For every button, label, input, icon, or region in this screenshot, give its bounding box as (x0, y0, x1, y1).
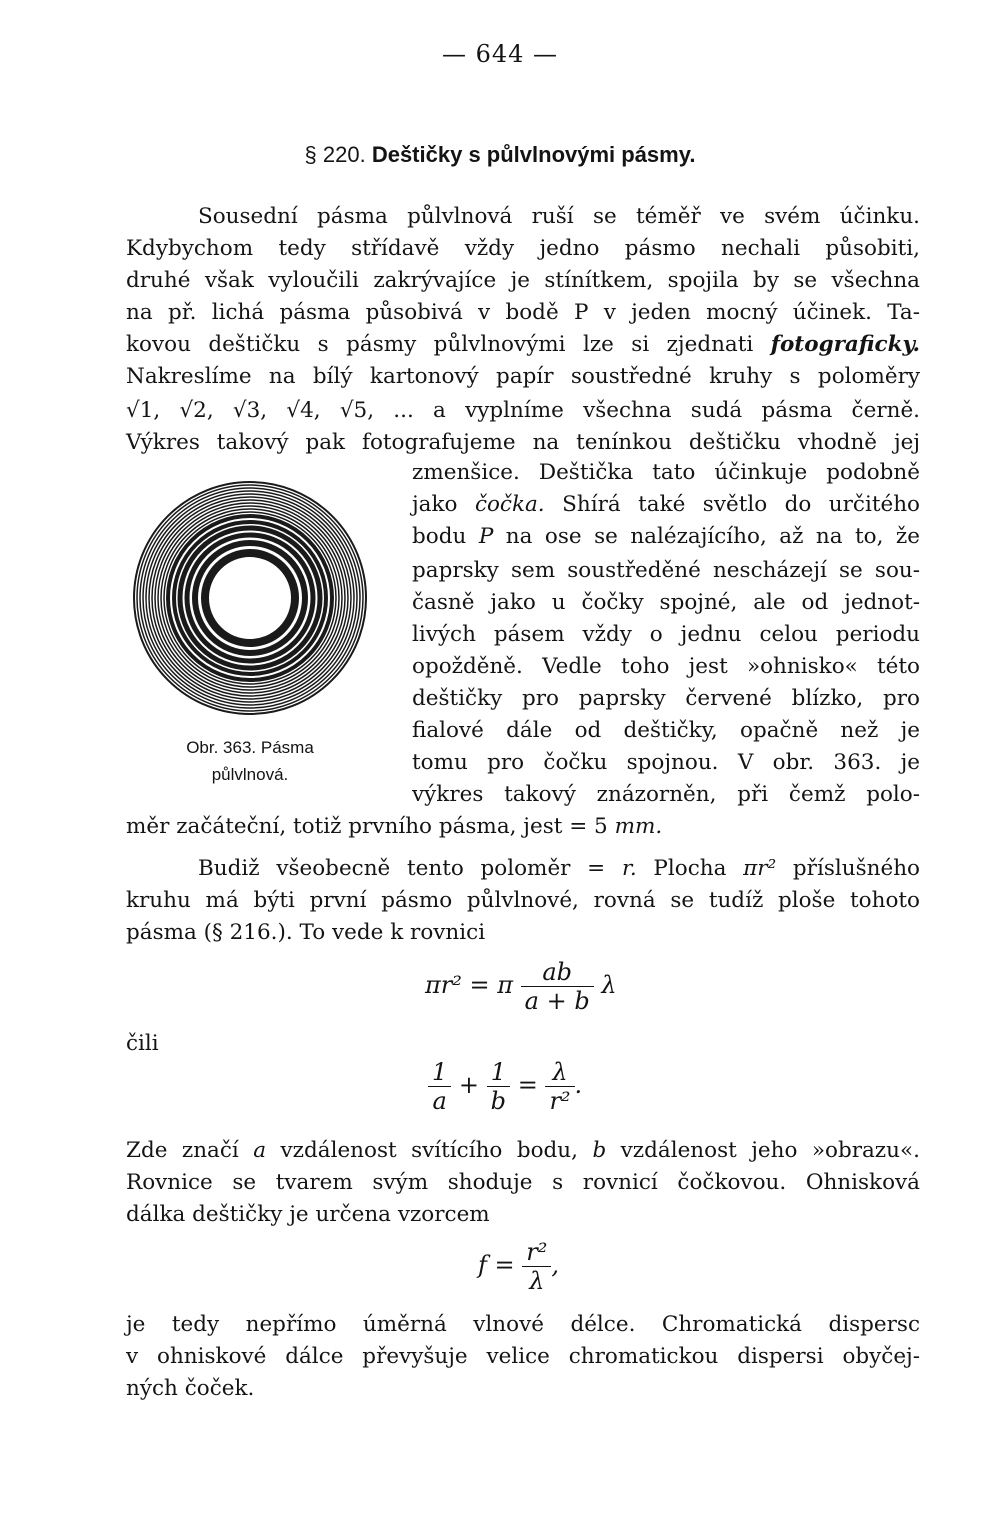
fraction-numerator: λ (545, 1058, 574, 1087)
text-line: Kdybychom tedy střídavě vždy jedno pásmo nechali působiti, (126, 236, 920, 261)
text-line: √1, √2, √3, √4, √5, ... a vyplníme všechna sudá pásma černě. (126, 398, 920, 423)
text-span: Zde značí (126, 1138, 239, 1163)
equation-3 (478, 1238, 559, 1295)
text-span: příslušného (792, 856, 920, 881)
text-line: dálka deštičky je určena vzorcem (126, 1202, 490, 1227)
fraction-numerator: 1 (428, 1058, 451, 1087)
fraction-denominator: a + b (524, 987, 590, 1015)
text-span: bodu (412, 524, 467, 549)
emphasis-span: P (478, 524, 494, 549)
equation-fraction (428, 1058, 451, 1115)
text-span: jako (412, 492, 458, 517)
text-span: vzdálenost jeho »obrazu«. (620, 1138, 920, 1163)
text-line: opožděně. Vedle toho jest »ohnisko« této (412, 654, 920, 679)
section-heading (0, 142, 1000, 168)
fraction-numerator: r² (522, 1238, 551, 1267)
text-line (126, 812, 920, 842)
text-line: Výkres takový pak fotografujeme na tenínkou deštičku vhodně jej (126, 430, 920, 455)
text-line: druhé však vyloučili zakrývajíce je stínítkem, spojila by se všechna (126, 268, 920, 293)
section-title: Deštičky s půlvlnovými pásmy. (371, 142, 696, 167)
figure-caption: Obr. 363. Pásma (186, 738, 314, 757)
text-line: Nakreslíme na bílý kartonový papír soustředné kruhy s poloměry (126, 364, 920, 389)
text-line (412, 490, 920, 520)
equation-fraction (521, 958, 594, 1015)
fraction-numerator: 1 (487, 1058, 510, 1087)
equation-term: . (574, 1071, 583, 1099)
emphasis-span: čočka. (474, 492, 545, 517)
equation-term: + (458, 1071, 480, 1099)
text-line: Rovnice se tvarem svým shoduje s rovnicí čočkovou. Ohnisková (126, 1170, 920, 1195)
fraction-denominator: r² (549, 1087, 571, 1115)
text-line: paprsky sem soustředěné nescházejí se sou- (412, 558, 920, 583)
text-span: na ose se nalézajícího, až na to, že (505, 524, 920, 549)
text-line: tomu pro čočku spojnou. V obr. 363. je (412, 750, 920, 775)
fraction-denominator: b (490, 1087, 507, 1115)
text-line: fialové dále od deštičky, opačně než je (412, 718, 920, 743)
equation-fraction (487, 1058, 510, 1115)
figure-caption: půlvlnová. (211, 765, 289, 784)
text-line: livých pásem vždy o jednu celou periodu (412, 622, 920, 647)
text-line (126, 854, 920, 884)
text-line: pásma (§ 216.). To vede k rovnici (126, 920, 486, 945)
equation-term: λ (601, 971, 617, 999)
fraction-denominator: a (432, 1087, 447, 1115)
concentric-rings-icon (130, 478, 370, 718)
text-line: výkres takový znázorněn, při čemž polo- (412, 782, 920, 807)
math-span: πr² (743, 856, 777, 881)
fraction-numerator: ab (521, 958, 594, 987)
text-line (412, 522, 920, 552)
text-line: časně jako u čočky spojné, ale od jednot- (412, 590, 920, 615)
equation-term: πr² = π (425, 971, 514, 999)
equation-term: f = (478, 1251, 515, 1279)
text-line: Sousední pásma půlvlnová ruší se téměř ve svém účinku. (198, 204, 920, 229)
emphasis-span: r. (621, 856, 637, 881)
text-line: zmenšice. Deštička tato účinkuje podobně (412, 460, 920, 485)
page-number: — 644 — (441, 40, 559, 68)
equation-fraction (545, 1058, 574, 1115)
text-line (126, 330, 920, 360)
emphasis-span: mm. (614, 814, 663, 839)
text-line: kruhu má býti první pásmo půlvlnové, rovná se tudíž ploše tohoto (126, 888, 920, 913)
section-number: § 220. (304, 142, 366, 167)
equation-term: = (517, 1071, 538, 1099)
text-span: Budiž všeobecně tento poloměr = (198, 856, 606, 881)
text-line: ných čoček. (126, 1376, 255, 1401)
equation-term: , (551, 1251, 559, 1279)
emphasis-span: a (253, 1138, 267, 1163)
text-line: je tedy nepřímo úměrná vlnové délce. Chromatická dispersc (126, 1312, 920, 1337)
text-line (126, 1136, 920, 1166)
text-span: kovou deštičku s pásmy půlvlnovými lze si zjednati (126, 332, 754, 357)
text-line: na př. lichá pásma působivá v bodě P v jeden mocný účinek. Ta- (126, 300, 920, 325)
equation-fraction (522, 1238, 551, 1295)
text-span: Shírá také světlo do určitého (562, 492, 920, 517)
text-span: měr začáteční, totiž prvního pásma, jest = 5 (126, 814, 608, 839)
text-span: vzdálenost svítícího bodu, (280, 1138, 578, 1163)
equation-2 (428, 1058, 582, 1115)
text-span: Plocha (653, 856, 727, 881)
text-line: deštičky pro paprsky červené blízko, pro (412, 686, 920, 711)
fraction-denominator: λ (529, 1267, 545, 1295)
equation-1 (425, 958, 617, 1015)
emphasis-span: b (592, 1138, 607, 1163)
text-line: v ohniskové dálce převyšuje velice chromatickou dispersi obyčej- (126, 1344, 920, 1369)
text-line: čili (126, 1031, 159, 1056)
emphasis-span: fotograficky. (770, 332, 920, 357)
